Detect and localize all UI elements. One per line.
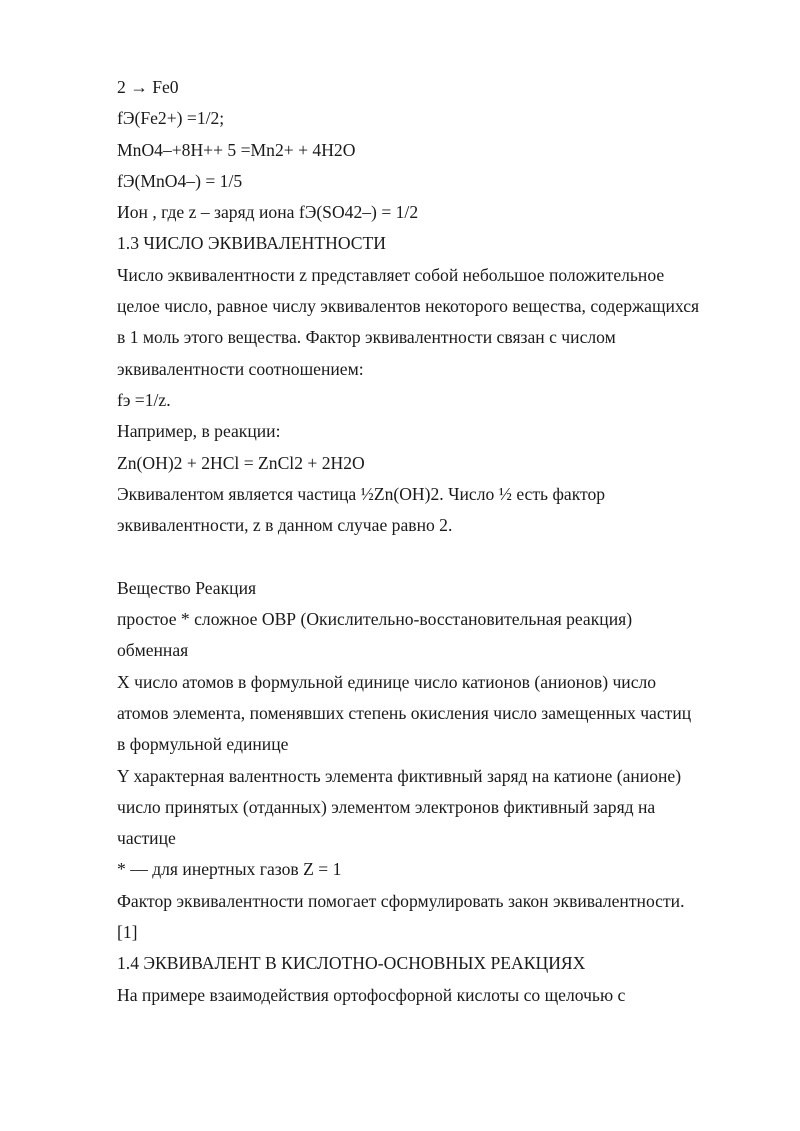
table-text-line: обменная	[117, 640, 189, 661]
formula-line: MnO4–+8H++ 5 =Mn2+ + 4H2O	[117, 139, 356, 160]
formula-line: fЭ(MnO4–) = 1/5	[117, 170, 243, 191]
table-text-line: простое * сложное ОВР (Окислительно-восстановительная реакция)	[117, 609, 633, 630]
table-text-line: частице	[117, 828, 176, 849]
document-body	[117, 72, 757, 1011]
paragraph-line: целое число, равное числу эквивалентов некоторого вещества, содержащихся	[117, 296, 700, 317]
formula-line: fэ =1/z.	[117, 389, 171, 410]
table-text-line: атомов элемента, поменявших степень окисления число замещенных частиц	[117, 702, 692, 723]
footnote-line: * — для инертных газов Z = 1	[117, 859, 342, 880]
formula-line: fЭ(Fe2+) =1/2;	[117, 108, 225, 129]
formula-line: Zn(OH)2 + 2HCl = ZnCl2 + 2H2O	[117, 452, 365, 473]
table-text-line: Вещество Реакция	[117, 577, 257, 598]
paragraph-line: Число эквивалентности z представляет собой небольшое положительное	[117, 264, 665, 285]
section-heading: 1.4 ЭКВИВАЛЕНТ В КИСЛОТНО-ОСНОВНЫХ РЕАКЦИЯХ	[117, 953, 586, 974]
table-text-line: в формульной единице	[117, 734, 289, 755]
paragraph-spacer	[117, 541, 757, 572]
paragraph-line: Эквивалентом является частица ½Zn(OH)2. Число ½ есть фактор	[117, 483, 606, 504]
paragraph-line: Фактор эквивалентности помогает сформулировать закон эквивалентности.	[117, 890, 685, 911]
citation-reference: [1]	[117, 922, 138, 943]
paragraph-line: в 1 моль этого вещества. Фактор эквивалентности связан с числом	[117, 327, 616, 348]
table-text-line: число принятых (отданных) элементом электронов фиктивный заряд на	[117, 796, 656, 817]
table-text-line: Y характерная валентность элемента фиктивный заряд на катионе (анионе)	[117, 765, 682, 786]
paragraph-line: Например, в реакции:	[117, 421, 281, 442]
paragraph-line: На примере взаимодействия ортофосфорной кислоты со щелочью с	[117, 984, 626, 1005]
formula-line: 2 → Fe0	[117, 77, 179, 97]
paragraph-line: эквивалентности, z в данном случае равно 2.	[117, 515, 453, 536]
text-line: Ион , где z – заряд иона fЭ(SO42–) = 1/2	[117, 202, 419, 223]
table-text-line: X число атомов в формульной единице число катионов (анионов) число	[117, 671, 657, 692]
paragraph-line: эквивалентности соотношением:	[117, 358, 364, 379]
section-heading: 1.3 ЧИСЛО ЭКВИВАЛЕНТНОСТИ	[117, 233, 386, 254]
